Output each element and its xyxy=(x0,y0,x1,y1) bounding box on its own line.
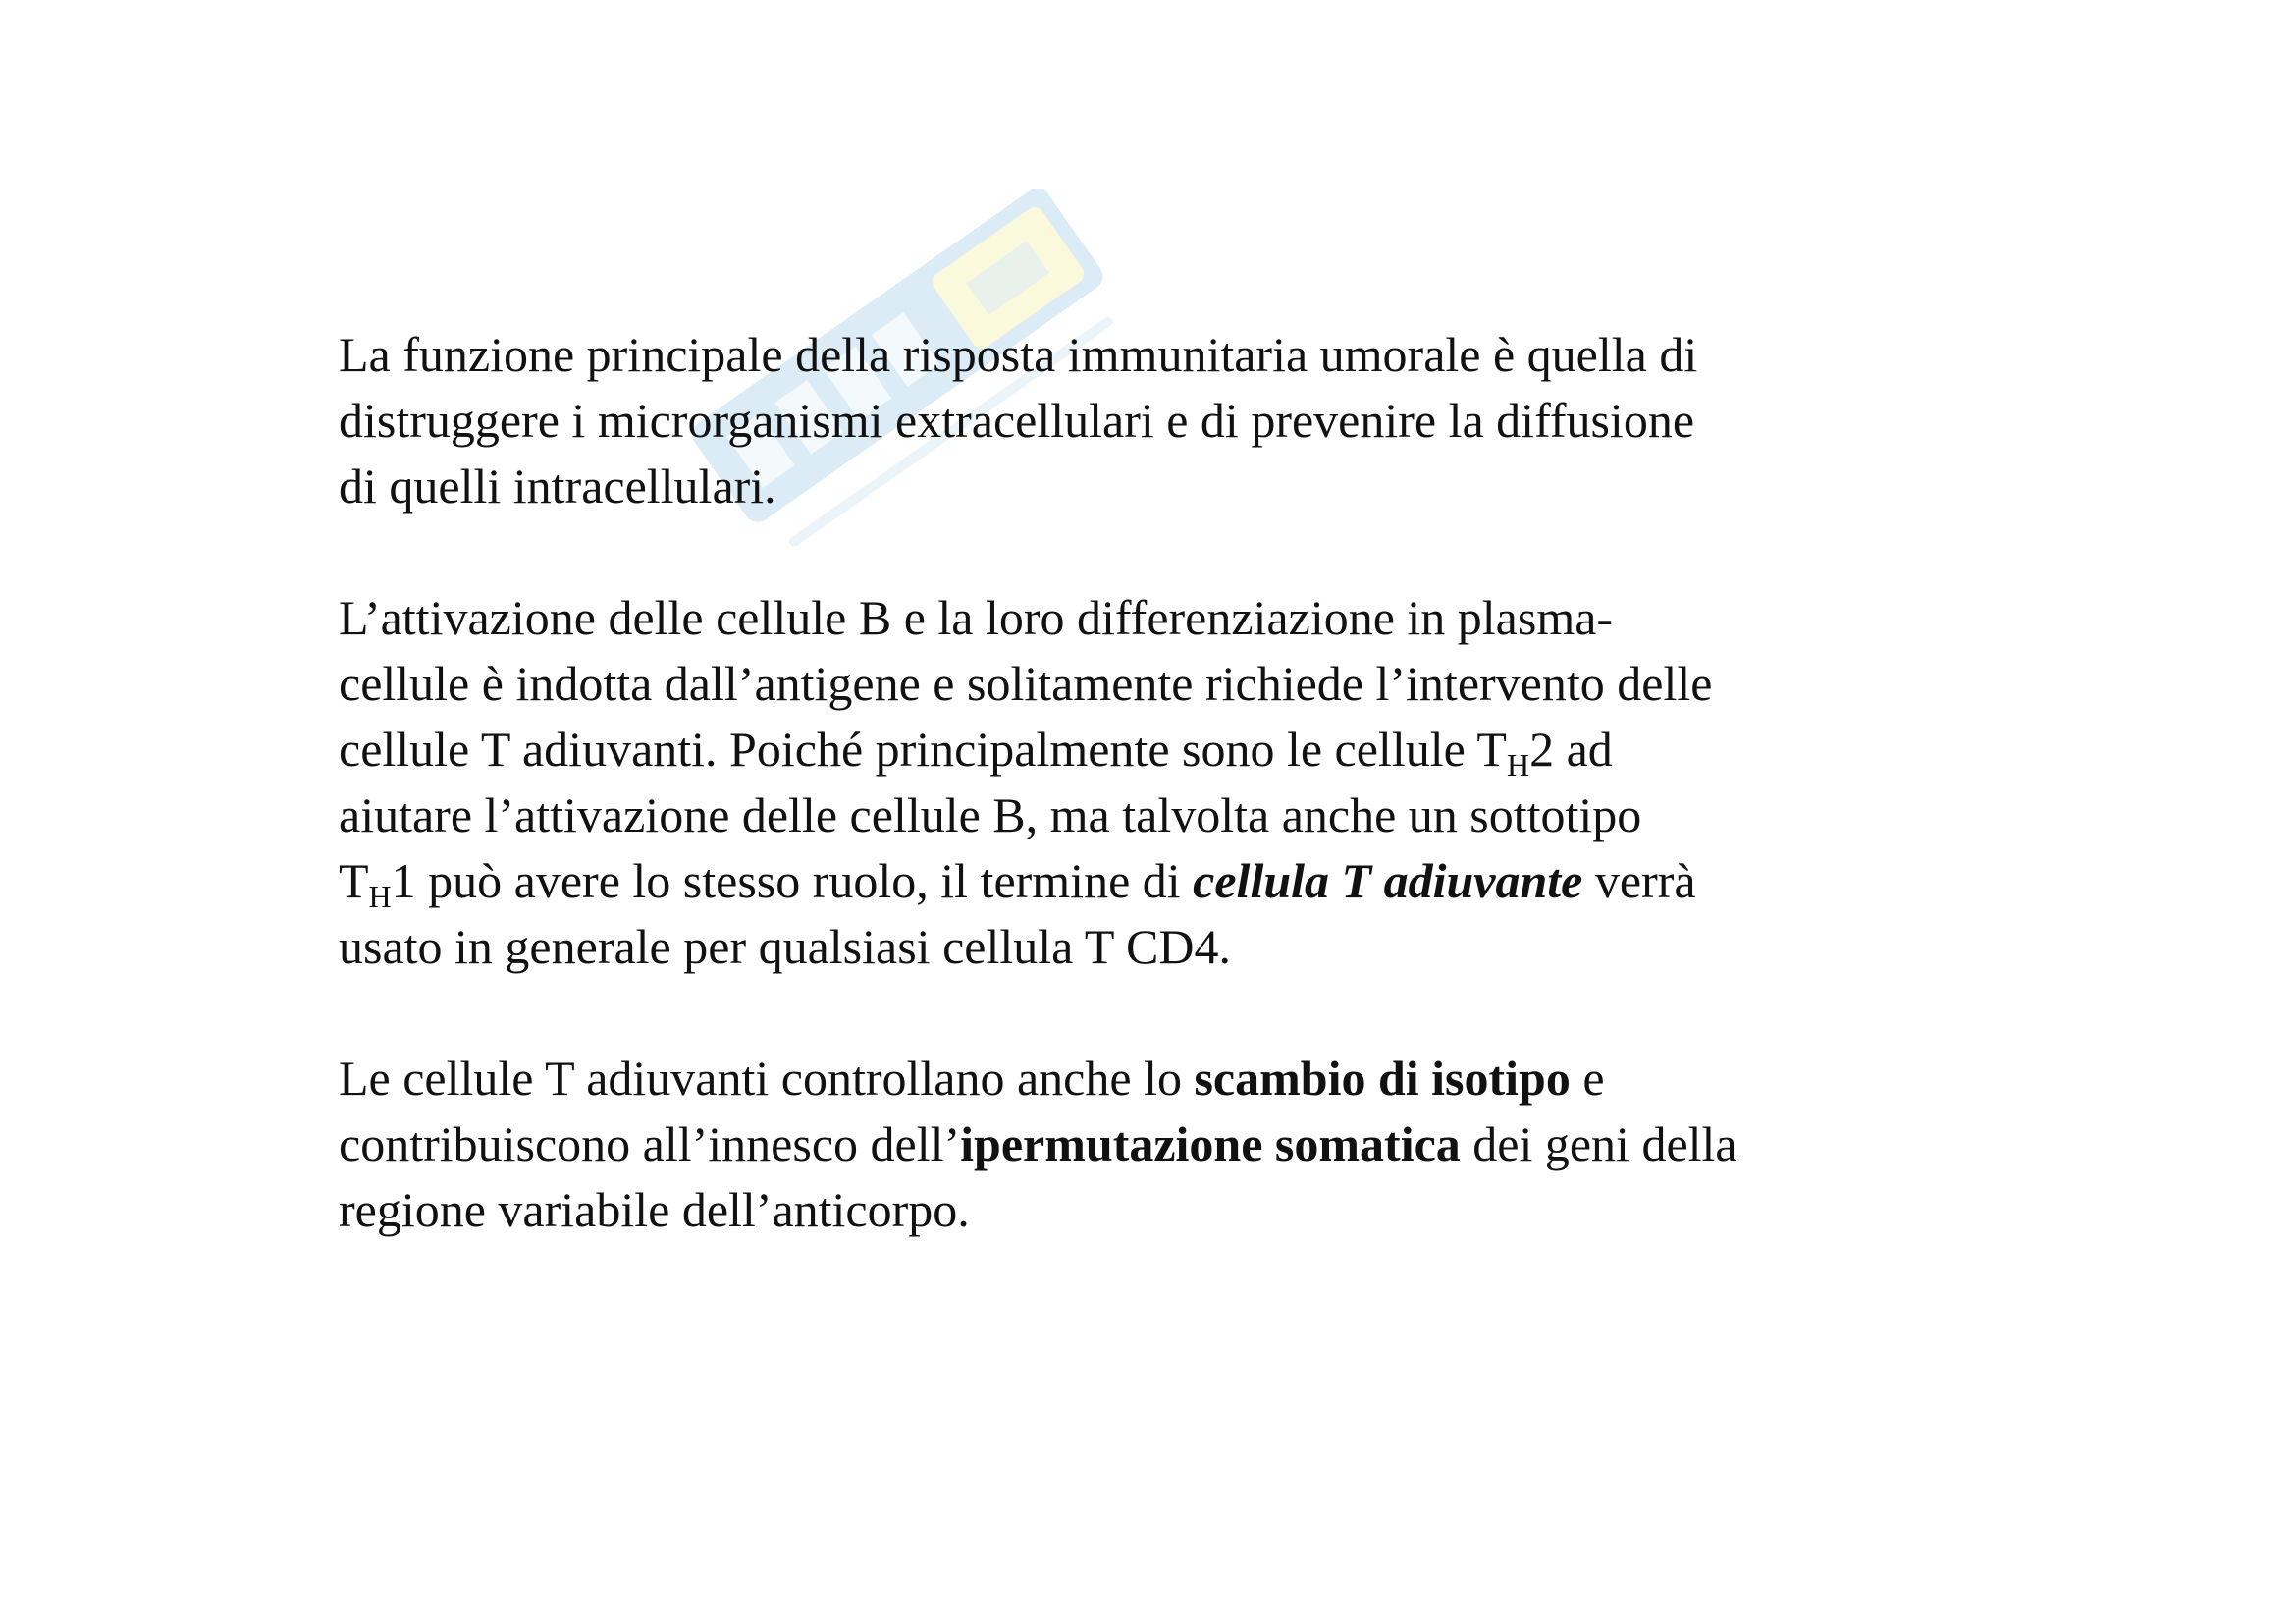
text-line: di quelli intracellulari. xyxy=(339,459,776,514)
text-line: aiutare l’attivazione delle cellule B, ma talvolta anche un sottotipo xyxy=(339,787,1642,842)
text-line xyxy=(339,848,2007,914)
text-line: La funzione principale della risposta immunitaria umorale è quella di xyxy=(339,327,1698,382)
text-line: distruggere i microrganismi extracellulari e di prevenire la diffusione xyxy=(339,393,1695,448)
paragraph-2 xyxy=(339,585,2007,980)
text-run: verrà xyxy=(1582,853,1696,908)
text-line: usato in generale per qualsiasi cellula T CD4. xyxy=(339,919,1232,974)
text-line xyxy=(339,1111,2007,1177)
text-line xyxy=(339,717,2007,783)
text-run: T xyxy=(339,853,369,908)
text-run: 1 può avere lo stesso ruolo, il termine di xyxy=(391,853,1194,908)
subscript-h: H xyxy=(368,879,392,914)
document-body xyxy=(339,322,2007,1309)
text-line: regione variabile dell’anticorpo. xyxy=(339,1182,970,1237)
text-run: cellule T adiuvanti. Poiché principalmente sono le cellule T xyxy=(339,722,1507,777)
text-line xyxy=(339,1046,2007,1111)
text-line: cellule è indotta dall’antigene e solitamente richiede l’intervento delle xyxy=(339,656,1713,711)
paragraph-3 xyxy=(339,1046,2007,1243)
text-run: Le cellule T adiuvanti controllano anche lo xyxy=(339,1051,1195,1106)
bold-term: ipermutazione somatica xyxy=(960,1116,1461,1171)
text-run: e xyxy=(1570,1051,1605,1106)
subscript-h: H xyxy=(1506,747,1530,783)
text-run: 2 ad xyxy=(1529,722,1613,777)
text-run: contribuiscono all’innesco dell’ xyxy=(339,1116,961,1171)
text-line: L’attivazione delle cellule B e la loro differenziazione in plasma- xyxy=(339,590,1614,645)
bold-term: scambio di isotipo xyxy=(1194,1051,1571,1106)
text-run: dei geni della xyxy=(1460,1116,1737,1171)
paragraph-1 xyxy=(339,322,2007,519)
emphasis-term: cellula T adiuvante xyxy=(1193,853,1583,908)
